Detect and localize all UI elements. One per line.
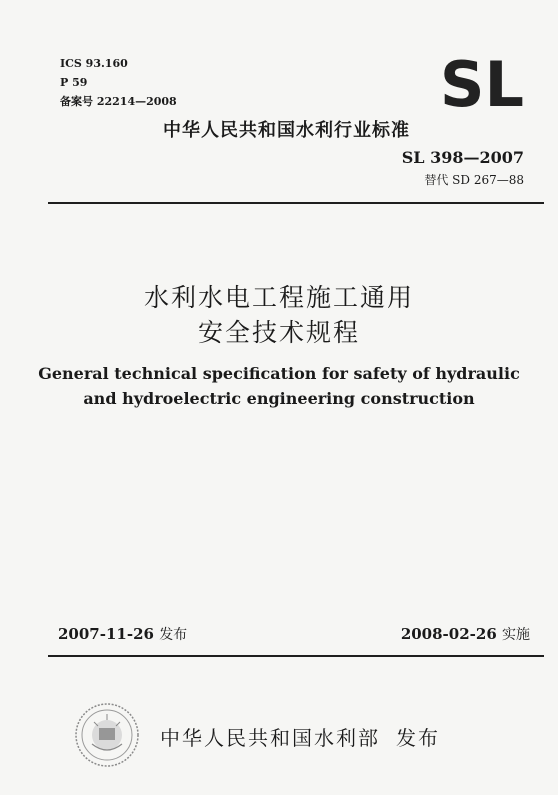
- top-divider: [48, 202, 544, 204]
- title-cn-line2: 安全技术规程: [197, 318, 360, 347]
- sl-logo-text: SL: [439, 54, 525, 112]
- title-en-line1: General technical specification for safety of hydraulic: [38, 364, 520, 383]
- ministry-seal-icon: [74, 702, 140, 768]
- publisher-line: [160, 722, 440, 751]
- industry-standard-title: 中华人民共和国水利行业标准: [163, 120, 410, 141]
- implement-label: 实施: [502, 627, 530, 643]
- issue-date-line: [58, 624, 187, 644]
- standard-number: SL 398—2007: [401, 148, 524, 167]
- implement-date-line: [401, 624, 530, 644]
- title-en-line2: and hydroelectric engineering construction: [83, 389, 475, 408]
- implement-date: 2008-02-26: [400, 625, 497, 643]
- bottom-divider: [48, 655, 544, 657]
- title-cn-line1: 水利水电工程施工通用: [143, 283, 414, 312]
- publisher-verb: 发布: [396, 726, 440, 750]
- issue-label: 发布: [159, 627, 188, 643]
- publisher-name: 中华人民共和国水利部: [160, 726, 380, 750]
- sl-logo: [434, 54, 530, 112]
- ccs-code: P 59: [60, 76, 88, 89]
- replaces-standard: 替代 SD 267—88: [424, 173, 524, 187]
- ics-code: ICS 93.160: [60, 57, 128, 70]
- issue-date: 2007-11-26: [58, 625, 154, 643]
- record-number: 备案号 22214—2008: [60, 95, 177, 108]
